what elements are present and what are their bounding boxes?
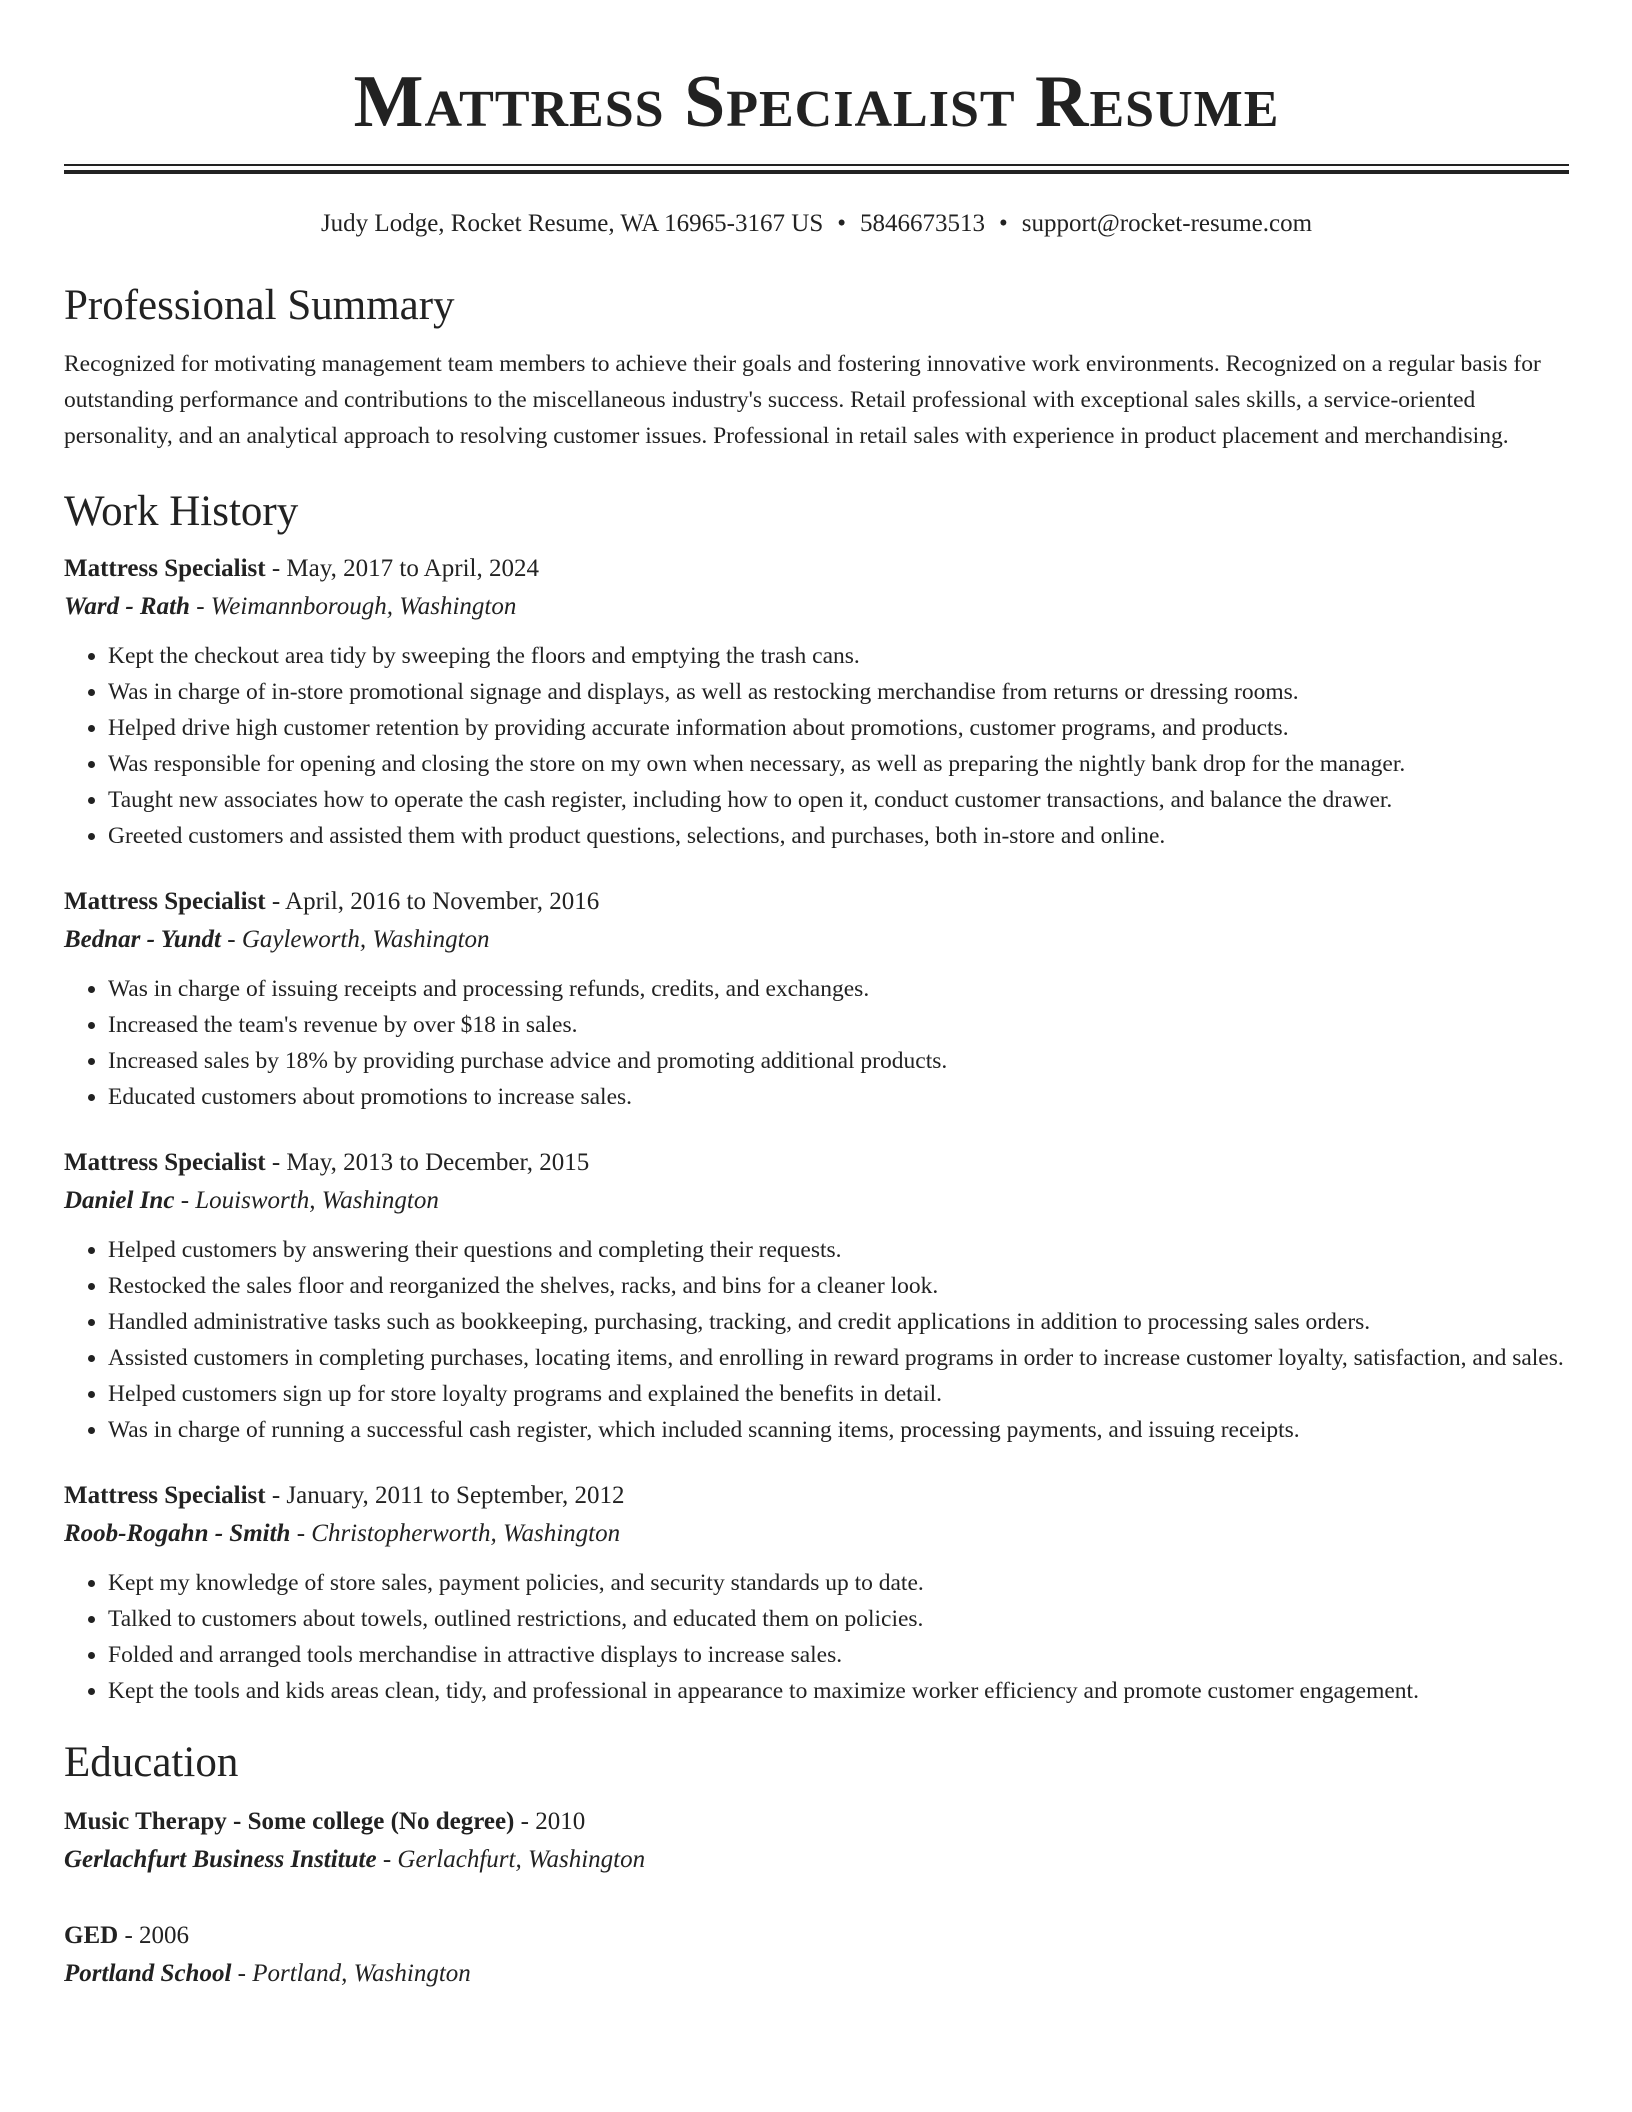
contact-phone: 5846673513	[860, 210, 985, 237]
job-dates: - January, 2011 to September, 2012	[265, 1482, 625, 1509]
list-item: • Increased the team's revenue by over $18 in sales.	[108, 1007, 1569, 1043]
job-location: - Louisworth, Washington	[174, 1187, 439, 1214]
work-history-list	[64, 550, 1569, 1709]
summary-text: Recognized for motivating management team members to achieve their goals and fostering innovative work environments. Recognized on a regular basis for outstanding performance and contributions to the miscellaneous industry's success. Retail professional with exceptional sales skills, a service-oriented personality, and an analytical approach to resolving customer issues. Professional in retail sales with experience in product placement and merchandising.	[64, 351, 1541, 449]
list-item: • Kept the checkout area tidy by sweeping the floors and emptying the trash cans.	[108, 638, 1569, 674]
job-employer: Roob-Rogahn - Smith	[64, 1520, 291, 1547]
job-location: - Christopherworth, Washington	[290, 1520, 621, 1547]
job-entry	[64, 883, 1569, 1115]
education-heading: Education	[64, 1739, 239, 1786]
job-employer: Daniel Inc	[64, 1187, 175, 1214]
list-item: • Educated customers about promotions to increase sales.	[108, 1079, 1569, 1115]
job-role: Mattress Specialist	[64, 888, 266, 915]
job-entry	[64, 550, 1569, 854]
job-duties-list	[64, 971, 1569, 1115]
school-name: Portland School	[64, 1960, 232, 1987]
education-entry	[64, 1917, 1569, 1993]
list-item: • Kept the tools and kids areas clean, tidy, and professional in appearance to maximize worker efficiency and promote customer engagement.	[108, 1673, 1569, 1709]
contact-separator: •	[837, 210, 846, 237]
job-location: - Weimannborough, Washington	[189, 593, 517, 620]
education-list	[64, 1803, 1569, 1993]
list-item: • Handled administrative tasks such as bookkeeping, purchasing, tracking, and credit applications in addition to processing sales orders.	[108, 1304, 1569, 1340]
job-employer: Ward - Rath	[64, 593, 190, 620]
job-entry	[64, 1144, 1569, 1448]
list-item: • Greeted customers and assisted them with product questions, selections, and purchases, both in-store and online.	[108, 818, 1569, 854]
contact-email: support@rocket-resume.com	[1021, 210, 1313, 237]
job-duties-list	[64, 1565, 1569, 1709]
job-duties-list	[64, 638, 1569, 854]
work-history-heading: Work History	[64, 488, 299, 535]
degree-line	[64, 1917, 1569, 1955]
school-name: Gerlachfurt Business Institute	[64, 1846, 377, 1873]
job-dates: - May, 2013 to December, 2015	[265, 1149, 590, 1176]
list-item: • Was responsible for opening and closing the store on my own when necessary, as well as preparing the nightly bank drop for the manager.	[108, 746, 1569, 782]
job-title-line	[64, 550, 1569, 588]
degree-year: - 2010	[514, 1808, 586, 1835]
list-item: • Increased sales by 18% by providing purchase advice and promoting additional products.	[108, 1043, 1569, 1079]
title-divider	[64, 164, 1569, 174]
list-item: • Kept my knowledge of store sales, payment policies, and security standards up to date.	[108, 1565, 1569, 1601]
degree-line	[64, 1803, 1569, 1841]
degree-year: - 2006	[118, 1922, 190, 1949]
contact-separator: •	[999, 210, 1008, 237]
list-item: • Was in charge of issuing receipts and processing refunds, credits, and exchanges.	[108, 971, 1569, 1007]
school-line	[64, 1841, 1569, 1879]
job-role: Mattress Specialist	[64, 1149, 266, 1176]
job-employer-line	[64, 588, 1569, 626]
list-item: • Helped customers sign up for store loyalty programs and explained the benefits in detail.	[108, 1376, 1569, 1412]
list-item: • Talked to customers about towels, outlined restrictions, and educated them on policies.	[108, 1601, 1569, 1637]
list-item: • Taught new associates how to operate the cash register, including how to open it, conduct customer transactions, and balance the drawer.	[108, 782, 1569, 818]
list-item: • Restocked the sales floor and reorganized the shelves, racks, and bins for a cleaner look.	[108, 1268, 1569, 1304]
list-item: • Was in charge of in-store promotional signage and displays, as well as restocking merchandise from returns or dressing rooms.	[108, 674, 1569, 710]
contact-line	[64, 208, 1569, 240]
school-line	[64, 1955, 1569, 1993]
contact-address: Judy Lodge, Rocket Resume, WA 16965-3167 US	[320, 210, 824, 237]
school-location: - Portland, Washington	[231, 1960, 471, 1987]
job-employer: Bednar - Yundt	[64, 926, 222, 953]
job-location: - Gayleworth, Washington	[221, 926, 490, 953]
degree: GED	[64, 1922, 119, 1949]
page-title: Mattress Specialist Resume	[353, 61, 1280, 143]
job-dates: - May, 2017 to April, 2024	[265, 555, 539, 582]
job-entry	[64, 1477, 1569, 1709]
resume-page	[64, 0, 1569, 1993]
job-role: Mattress Specialist	[64, 1482, 266, 1509]
job-title-line	[64, 883, 1569, 921]
job-employer-line	[64, 1515, 1569, 1553]
list-item: • Helped customers by answering their questions and completing their requests.	[108, 1232, 1569, 1268]
summary-heading: Professional Summary	[64, 282, 455, 329]
job-role: Mattress Specialist	[64, 555, 266, 582]
list-item: • Folded and arranged tools merchandise in attractive displays to increase sales.	[108, 1637, 1569, 1673]
school-location: - Gerlachfurt, Washington	[376, 1846, 646, 1873]
list-item: • Was in charge of running a successful cash register, which included scanning items, processing payments, and issuing receipts.	[108, 1412, 1569, 1448]
list-item: • Assisted customers in completing purchases, locating items, and enrolling in reward programs in order to increase customer loyalty, satisfaction, and sales.	[108, 1340, 1569, 1376]
job-dates: - April, 2016 to November, 2016	[265, 888, 600, 915]
job-employer-line	[64, 921, 1569, 959]
job-duties-list	[64, 1232, 1569, 1448]
job-title-line	[64, 1144, 1569, 1182]
degree: Music Therapy - Some college (No degree)	[64, 1808, 515, 1835]
job-employer-line	[64, 1182, 1569, 1220]
education-entry	[64, 1803, 1569, 1879]
list-item: • Helped drive high customer retention by providing accurate information about promotions, customer programs, and products.	[108, 710, 1569, 746]
job-title-line	[64, 1477, 1569, 1515]
